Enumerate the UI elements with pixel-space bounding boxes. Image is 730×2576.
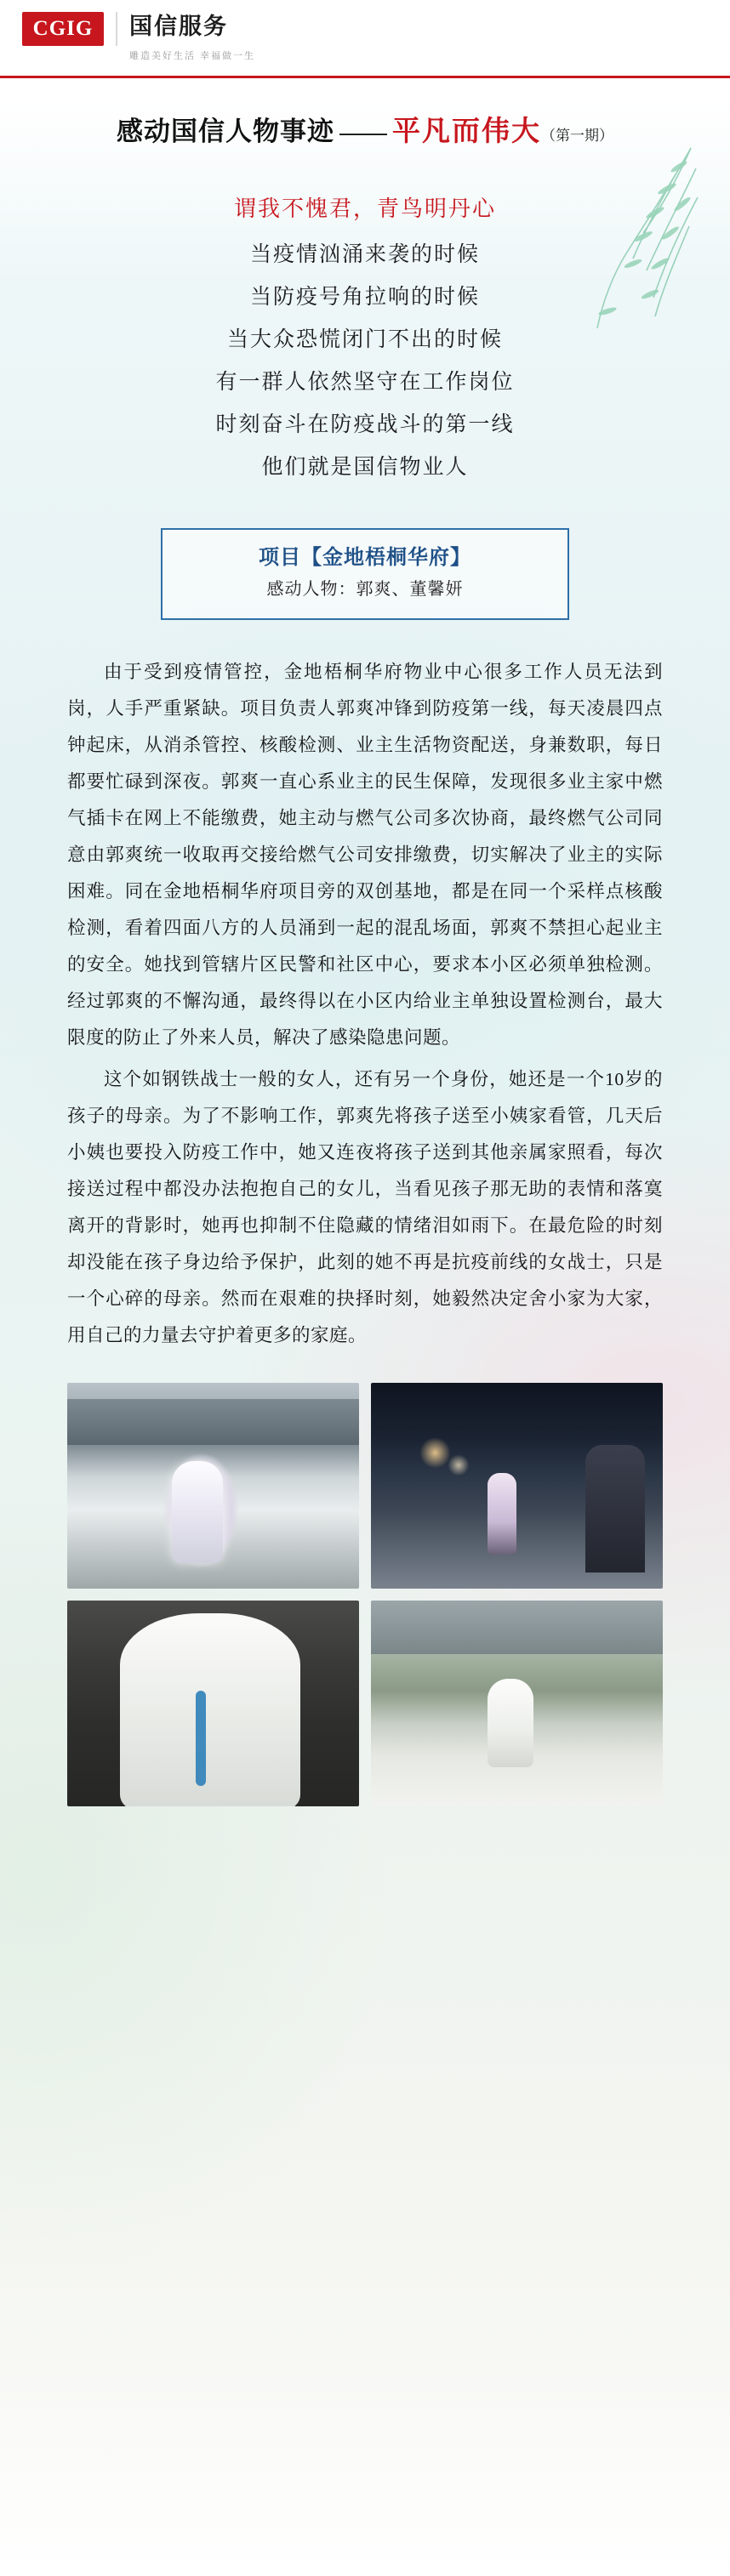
photo-caption [72,1790,200,1803]
brand-header [0,0,730,78]
photo-caption [376,1572,504,1585]
project-people: 感动人物：郭爽、董馨妍 [266,580,464,599]
poem-line-6: 他们就是国信物业人 [261,456,469,479]
photo-grid [67,1383,663,1806]
poem-line-4: 有一群人依然坚守在工作岗位 [215,371,515,394]
page-title-highlight: 平凡而伟大 [392,117,541,147]
poem-line-2: 当防疫号角拉响的时候 [249,286,480,309]
article-paragraph-2: 这个如钢铁战士一般的女人，还有另一个身份，她还是一个10岁的孩子的母亲。为了不影响工作，郭爽先将孩子送至小姨家看管，几天后小姨也要投入防疫工作中，她又连夜将孩子送到其他亲属家照看，每次接送过程中都没办法抱抱自己的女儿，当看见孩子那无助的表情和落寞离开的背影时，她再也抑制不住隐藏的情绪泪如雨下。在最危险的时刻却没能在孩子身边给予保护，此刻的她不再是抗疫前线的女战士，只是一个心碎的母亲。然而在艰难的抉择时刻，她毅然决定舍小家为大家，用自己的力量去守护着更多的家庭。 [67,1069,663,1345]
photo-medical-worker-indoor [67,1601,359,1806]
poem-line-5: 时刻奋斗在防疫战斗的第一线 [215,413,515,436]
poem-line-3: 当大众恐慌闭门不出的时候 [226,328,503,351]
photo-caption [376,1790,512,1803]
poem-block [0,188,730,489]
photo-snow-street-child [67,1383,359,1589]
poem-line-1: 当疫情汹涌来袭的时候 [249,243,480,266]
photo-night-street-workers [371,1383,663,1589]
photo-worker-resting-snow [371,1601,663,1806]
photo-caption [72,1572,217,1585]
article-paragraph-1: 由于受到疫情管控，金地梧桐华府物业中心很多工作人员无法到岗，人手严重紧缺。项目负责人郭爽冲锋到防疫第一线，每天凌晨四点钟起床，从消杀管控、核酸检测、业主生活物资配送，身兼数职，每日都要忙碌到深夜。郭爽一直心系业主的民生保障，发现很多业主家中燃气插卡在网上不能缴费，她主动与燃气公司多次协商，最终燃气公司同意由郭爽统一收取再交接给燃气公司安排缴费，切实解决了业主的实际困难。同在金地梧桐华府项目旁的双创基地，都是在同一个采样点核酸检测，看着四面八方的人员涌到一起的混乱场面，郭爽不禁担心起业主的安全。她找到管辖片区民警和社区中心，要求本小区必须单独检测。经过郭爽的不懈沟通，最终得以在小区内给业主单独设置检测台，最大限度的防止了外来人员，解决了感染隐患问题。 [67,662,663,1048]
logo-company-name: 国信服务 [129,14,228,39]
poem-line-0: 谓我不愧君，青鸟明丹心 [233,196,496,221]
logo-slogan: 雕造美好生活 幸福做一生 [129,51,256,61]
page-title-issue: （第一期） [541,128,613,144]
logo-divider [116,12,117,46]
page-title [0,109,730,149]
page-title-dash: —— [339,119,387,145]
article-body [67,654,663,1354]
logo-text-block [129,12,255,62]
page-title-main: 感动国信人物事迹 [117,117,334,146]
project-name: 项目【金地梧桐华府】 [259,547,471,569]
project-info-box [161,528,569,620]
cgig-logo-mark: CGIG [22,12,104,46]
